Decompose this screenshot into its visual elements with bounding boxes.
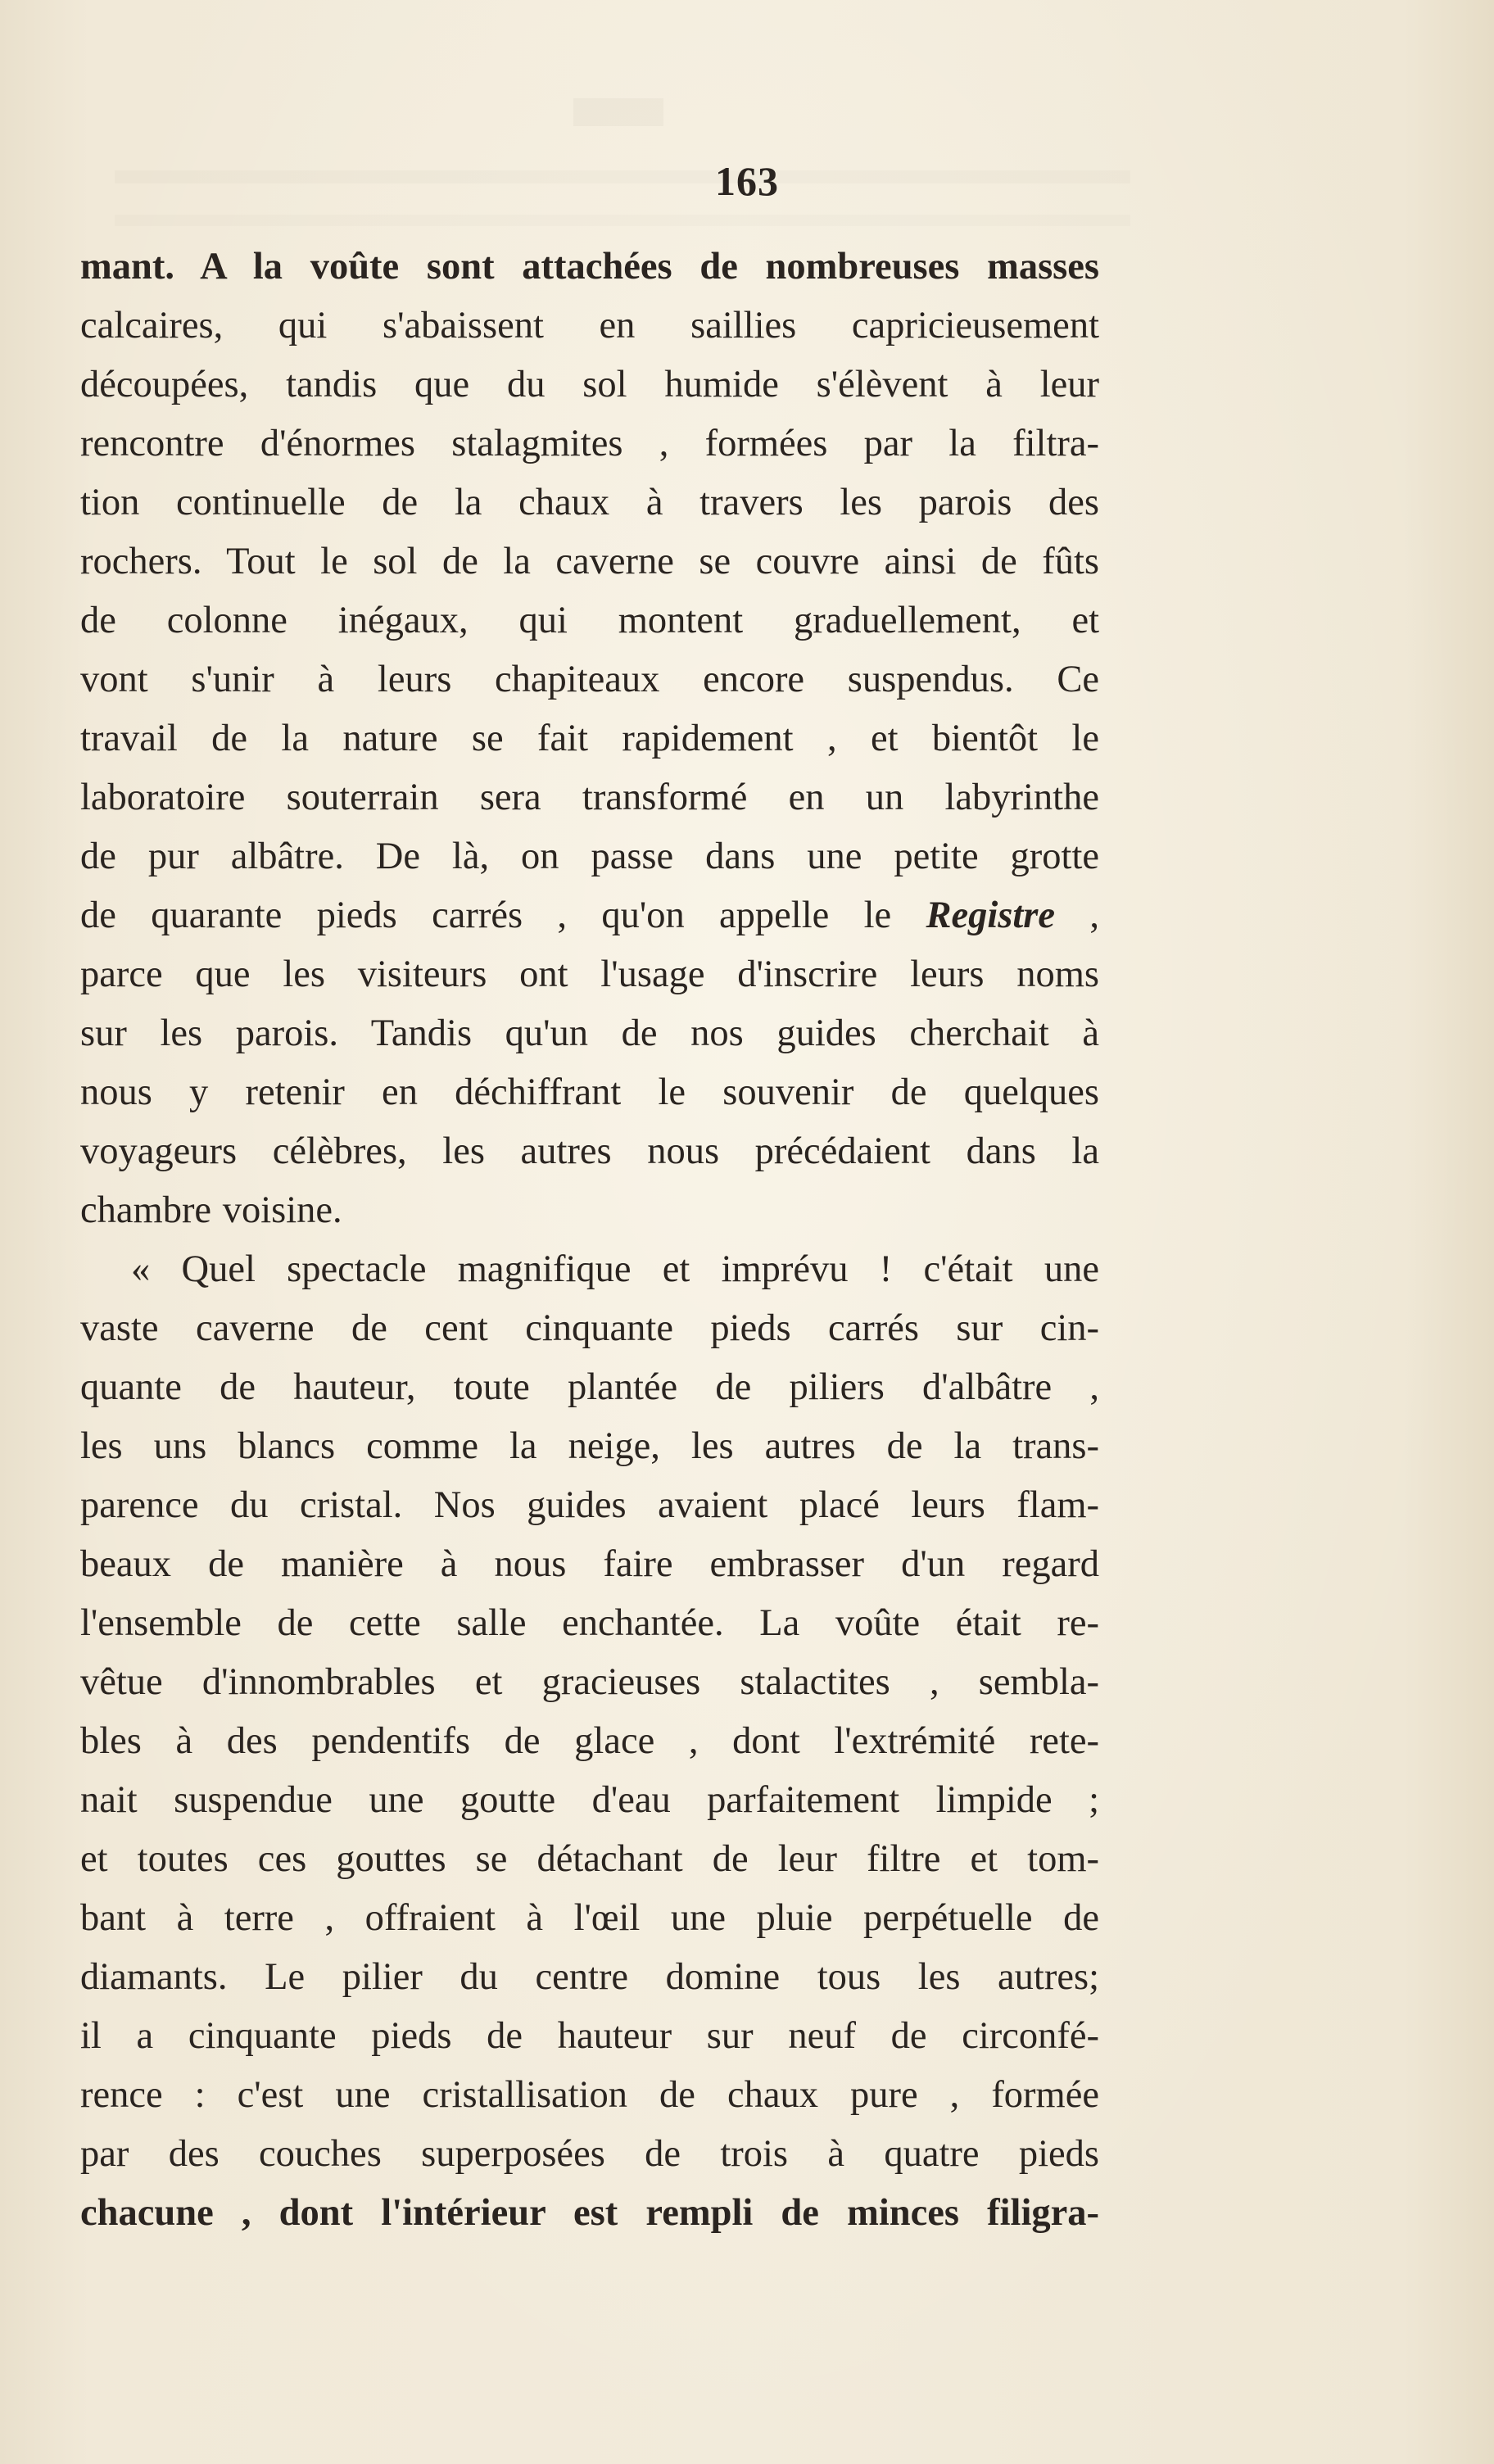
- text-line: il a cinquante pieds de hauteur sur neuf de circonfé-: [80, 2015, 1099, 2057]
- text-line: nait suspendue une goutte d'eau parfaitement limpide ;: [80, 1779, 1099, 1821]
- text-line: « Quel spectacle magnifique et imprévu ! c'était une: [131, 1248, 1099, 1290]
- text-line: chacune , dont l'intérieur est rempli de minces filigra-: [80, 2192, 1099, 2234]
- text-line: voyageurs célèbres, les autres nous précédaient dans la: [80, 1130, 1099, 1172]
- text-line: sur les parois. Tandis qu'un de nos guides cherchait à: [80, 1012, 1099, 1054]
- text-line: par des couches superposées de trois à quatre pieds: [80, 2133, 1099, 2175]
- text-line: bant à terre , offraient à l'œil une pluie perpétuelle de: [80, 1897, 1099, 1939]
- text-line: rence : c'est une cristallisation de chaux pure , formée: [80, 2074, 1099, 2116]
- text-line: quante de hauteur, toute plantée de piliers d'albâtre ,: [80, 1366, 1099, 1408]
- text-line: l'ensemble de cette salle enchantée. La voûte était re-: [80, 1602, 1099, 1644]
- text-line: laboratoire souterrain sera transformé en un labyrinthe: [80, 777, 1099, 818]
- text-line: travail de la nature se fait rapidement , et bientôt le: [80, 718, 1099, 759]
- text-line: et toutes ces gouttes se détachant de leur filtre et tom-: [80, 1838, 1099, 1880]
- text-line: calcaires, qui s'abaissent en saillies capricieusement: [80, 305, 1099, 346]
- body-text: [80, 238, 1099, 2243]
- text-line: diamants. Le pilier du centre domine tous les autres;: [80, 1956, 1099, 1998]
- italic-term: Registre: [926, 895, 1056, 936]
- text-line: rochers. Tout le sol de la caverne se couvre ainsi de fûts: [80, 541, 1099, 582]
- text-segment: ,: [1055, 895, 1099, 936]
- text-line: nous y retenir en déchiffrant le souvenir de quelques: [80, 1071, 1099, 1113]
- text-line: rencontre d'énormes stalagmites , formées par la filtra-: [80, 423, 1099, 464]
- show-through-bleed: [0, 0, 1494, 246]
- text-line: beaux de manière à nous faire embrasser d'un regard: [80, 1543, 1099, 1585]
- text-line: vêtue d'innombrables et gracieuses stalactites , sembla-: [80, 1661, 1099, 1703]
- page-number: 163: [715, 158, 779, 204]
- text-line: tion continuelle de la chaux à travers les parois des: [80, 482, 1099, 523]
- text-line: parce que les visiteurs ont l'usage d'inscrire leurs noms: [80, 953, 1099, 995]
- text-line: de pur albâtre. De là, on passe dans une petite grotte: [80, 836, 1099, 877]
- text-line: de colonne inégaux, qui montent graduellement, et: [80, 600, 1099, 641]
- text-segment: de quarante pieds carrés , qu'on appelle le: [80, 895, 926, 936]
- text-line: vont s'unir à leurs chapiteaux encore suspendus. Ce: [80, 659, 1099, 700]
- text-line: découpées, tandis que du sol humide s'élèvent à leur: [80, 364, 1099, 405]
- text-line: vaste caverne de cent cinquante pieds carrés sur cin-: [80, 1307, 1099, 1349]
- text-line-with-italic: [80, 886, 1099, 945]
- text-line: chambre voisine.: [80, 1189, 342, 1231]
- text-line: parence du cristal. Nos guides avaient placé leurs flam-: [80, 1484, 1099, 1526]
- text-line: les uns blancs comme la neige, les autres de la trans-: [80, 1425, 1099, 1467]
- text-line: bles à des pendentifs de glace , dont l'extrémité rete-: [80, 1720, 1099, 1762]
- text-line: mant. A la voûte sont attachées de nombreuses masses: [80, 246, 1099, 288]
